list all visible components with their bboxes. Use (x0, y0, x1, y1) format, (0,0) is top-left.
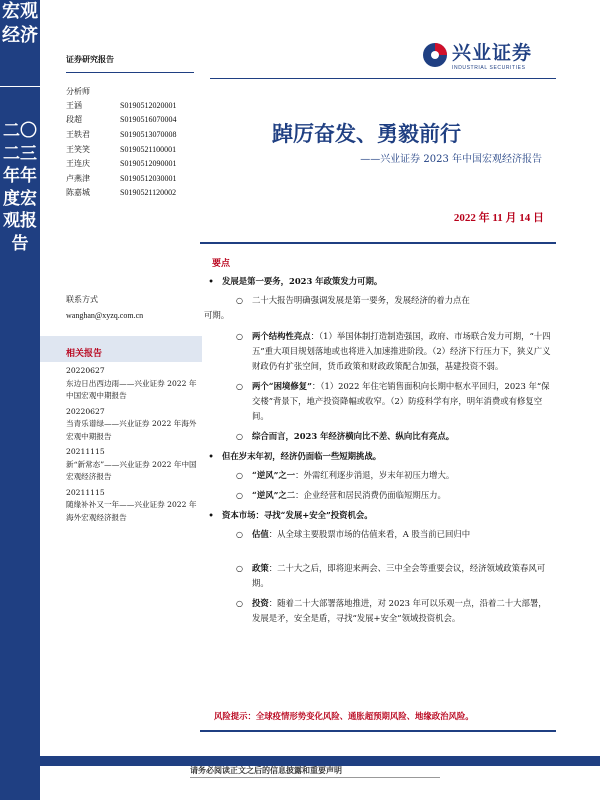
sidebar-vertical-title: 二〇二三年年度宏观报告 (3, 121, 37, 254)
related-text: 当青乐谱绿——兴业证券 2022 年海外宏观中期报告 (66, 419, 197, 441)
related-title: 相关报告 (66, 349, 103, 359)
contact-block (66, 292, 143, 324)
bullet-main (200, 274, 552, 289)
analyst-row (66, 171, 176, 186)
circle-bullet-icon: ○ (236, 432, 243, 441)
related-header (40, 336, 202, 362)
analyst-row (66, 156, 176, 171)
left-rule (66, 72, 194, 73)
related-item[interactable] (66, 446, 202, 484)
summary-top-rule (200, 242, 556, 244)
sidebar-category: 宏观经济 (2, 1, 38, 46)
related-text: 新“新常态”——兴业证券 2022 年中国宏观经济报告 (66, 459, 197, 481)
analyst-code: S0190516070004 (120, 115, 177, 125)
bullet-bold: 综合而言，2023 年经济横向比不差、纵向比有亮点。 (252, 431, 455, 441)
section-label: 要点 (212, 259, 231, 269)
bullet-text: ：企业经营和居民消费仍面临短期压力。 (295, 490, 446, 500)
report-title: 踔厉奋发、勇毅前行 (272, 121, 461, 146)
logo-text-en: INDUSTRIAL SECURITIES (452, 65, 526, 71)
bullet-sub (200, 488, 552, 503)
sidebar-divider (0, 86, 40, 87)
circle-bullet-icon: ○ (236, 491, 243, 500)
analyst-name: 王笑笑 (66, 144, 90, 154)
bullet-text: ：从全球主要股票市场的估值来看，A 股当前已回归中 (268, 529, 471, 539)
bullet-sub (200, 596, 552, 626)
logo-mark-icon (422, 42, 448, 68)
bullet-sub (200, 293, 552, 308)
circle-bullet-icon: ○ (236, 332, 243, 341)
analyst-row (66, 127, 176, 142)
footer-underline (190, 777, 440, 778)
doc-type-label: 证券研究报告 (66, 54, 114, 64)
bullet-text: 发展是第一要务，2023 年政策发力可期。 (222, 276, 383, 286)
bullet-text: ：二十大之后，即将迎来两会、三中全会等重要会议，经济领域政策春风可期。 (252, 563, 546, 588)
bullet-bold: 两个“困境修复” (252, 381, 312, 391)
bullet-dot-icon: • (208, 510, 214, 520)
bullet-text: ：（1）2022 年住宅销售面积向长期中枢水平回归，2023 年“保交楼”背景下，地产投资降幅或收窄。（2）防疫科学有序，明年消费或有修复空间。 (252, 381, 550, 421)
bullet-dot-icon: • (208, 276, 214, 286)
circle-bullet-icon: ○ (236, 296, 243, 305)
bullet-bold: “逆风”之一 (252, 470, 296, 480)
analyst-header: 分析师 (66, 87, 90, 96)
bullet-bold: 估值 (252, 529, 269, 539)
analyst-row (66, 98, 176, 113)
circle-bullet-icon: ○ (236, 599, 243, 608)
bullet-text: ：随着二十大部署落地推进，对 2023 年可以乐观一点，沿着二十大部署，发展是矛，安全是盾，寻找“发展+安全”领域投资机会。 (252, 598, 547, 623)
circle-bullet-icon: ○ (236, 471, 243, 480)
bullet-sub (200, 561, 552, 591)
contact-label: 联系方式 (66, 295, 98, 304)
analyst-row (66, 113, 176, 128)
report-subtitle: ——兴业证券 2023 年中国宏观经济报告 (360, 154, 542, 165)
analyst-row (66, 186, 176, 201)
bullet-bold: 投资 (252, 598, 269, 608)
logo-text-cn: 兴业证券 (452, 42, 533, 64)
analyst-list (66, 86, 176, 200)
contact-email[interactable]: wanghan@xyzq.com.cn (66, 311, 144, 320)
analyst-code: S0190512090001 (120, 159, 177, 169)
related-text: 东边日出西边雨——兴业证券 2022 年中国宏观中期报告 (66, 378, 197, 400)
summary-body (200, 274, 552, 631)
risk-warning: 风险提示：全球疫情形势变化风险、通胀超预期风险、地缘政治风险。 (214, 711, 474, 721)
bullet-text: 资本市场：寻找“发展+安全”投资机会。 (222, 510, 373, 520)
analyst-code: S0190521120002 (120, 188, 177, 198)
analyst-name: 王连庆 (66, 159, 90, 169)
analyst-code: S0190512020001 (120, 100, 177, 110)
report-date: 2022 年 11 月 14 日 (453, 212, 544, 224)
bullet-main (200, 449, 552, 464)
bullet-text: ：外需红利逐步消退，岁末年初压力增大。 (295, 470, 455, 480)
page-footer (40, 756, 600, 800)
analyst-name: 卢燕津 (66, 173, 90, 183)
bullet-dot-icon: • (208, 451, 214, 461)
footer-disclaimer[interactable]: 请务必阅读正文之后的信息披露和重要声明 (190, 765, 342, 775)
bullet-main (200, 508, 552, 523)
related-date: 20220627 (66, 406, 105, 416)
related-date: 20220627 (66, 366, 105, 375)
analyst-code: S0190521100001 (120, 144, 177, 154)
bullet-sub (200, 527, 552, 542)
sidebar (0, 0, 40, 800)
related-item[interactable] (66, 487, 202, 525)
bullet-bold: 政策 (252, 563, 269, 573)
analyst-row (66, 142, 176, 157)
circle-bullet-icon: ○ (236, 530, 243, 539)
analyst-name: 王轶君 (66, 129, 90, 139)
circle-bullet-icon: ○ (236, 564, 243, 573)
related-date: 20211115 (66, 487, 105, 497)
bullet-sub (200, 468, 552, 483)
related-date: 20211115 (66, 447, 105, 456)
bullet-text: ：（1）举国体制打造制造强国，政府、市场联合发力可期，“十四五”重大项目规划落地或也将进入加速推进阶段。（2）经济下行压力下，狭义广义财政仍有扩张空间，货币政策和财政政策配合加强，基建投资不弱。 (252, 331, 551, 371)
related-item[interactable] (66, 406, 202, 444)
related-reports (40, 336, 202, 524)
bullet-continuation: 可期。 (204, 310, 230, 320)
bullet-bold: “逆风”之二 (252, 490, 296, 500)
analyst-name: 段超 (66, 115, 82, 125)
summary-bottom-rule (200, 730, 556, 732)
header-rule (210, 78, 556, 79)
analyst-code: S0190513070008 (120, 129, 177, 139)
bullet-sub (200, 379, 552, 424)
bullet-text: 但在岁末年初，经济仍面临一些短期挑战。 (222, 451, 382, 461)
bullet-sub (200, 329, 552, 374)
bullet-sub (200, 429, 552, 444)
analyst-name: 陈嘉城 (66, 188, 90, 198)
analyst-name: 王涵 (66, 100, 82, 110)
bullet-bold: 两个结构性亮点 (252, 331, 311, 341)
related-item[interactable] (66, 365, 202, 403)
company-logo (422, 38, 532, 71)
bullet-text: 二十大报告明确强调发展是第一要务，发展经济的着力点在 (252, 295, 470, 305)
related-text: 随缘补补又一年——兴业证券 2022 年海外宏观经济报告 (66, 500, 197, 522)
analyst-code: S0190512030001 (120, 173, 177, 183)
circle-bullet-icon: ○ (236, 382, 243, 391)
